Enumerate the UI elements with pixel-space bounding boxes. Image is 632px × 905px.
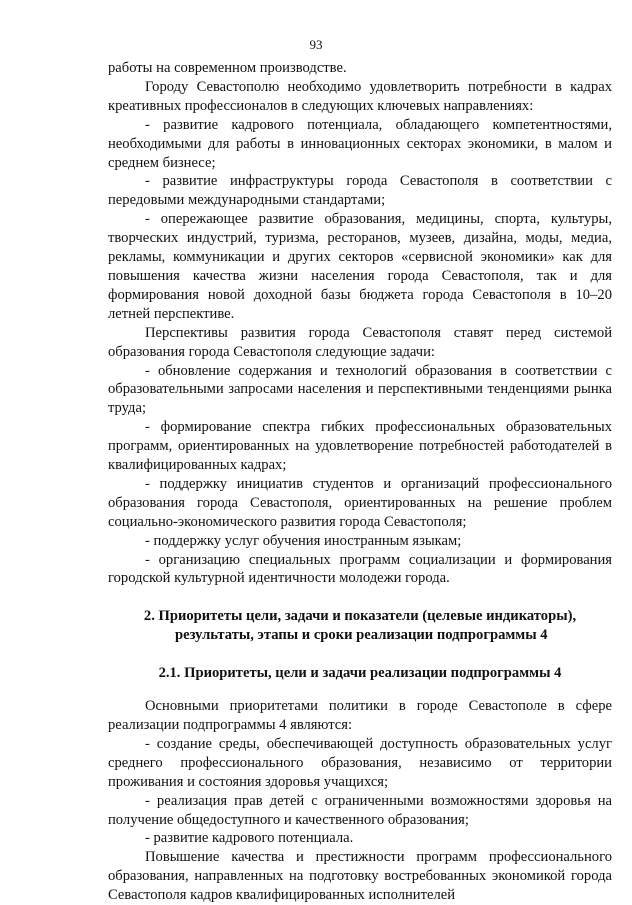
paragraph: Городу Севастополю необходимо удовлетворить потребности в кадрах креативных профессионалов в следующих ключевых направлениях: — [108, 78, 612, 114]
document-body — [108, 59, 612, 905]
paragraph: работы на современном производстве. — [108, 60, 347, 76]
list-item: - поддержку услуг обучения иностранным языкам; — [145, 532, 462, 549]
section-heading-2-line1: 2. Приоритеты цели, задачи и показатели (целевые индикаторы), — [143, 608, 577, 625]
list-item: - реализация прав детей с ограниченными возможностями здоровья на получение общедоступного и качественного образования; — [108, 792, 612, 828]
list-item: - поддержку инициатив студентов и организаций профессионального образования города Севастополя, ориентированных на решение проблем социально-экономического развития города Севастополя; — [108, 475, 612, 530]
paragraph: Основными приоритетами политики в городе Севастополе в сфере реализации подпрограммы 4 являются: — [108, 698, 612, 733]
section-heading-2 — [108, 607, 612, 645]
paragraph: Повышение качества и престижности программ профессионального образования, направленных на подготовку востребованных экономикой города Севастополя кадров квалифицированных исполнителей — [108, 849, 612, 904]
paragraph: Перспективы развития города Севастополя ставят перед системой образования города Севастополя следующие задачи: — [108, 324, 612, 360]
list-item: - формирование спектра гибких профессиональных образовательных программ, ориентированных на удовлетворение потребностей работодателей в квалифицированных кадрах; — [108, 419, 612, 474]
section-heading-2-1: 2.1. Приоритеты, цели и задачи реализации подпрограммы 4 — [158, 665, 562, 682]
list-item: - развитие инфраструктуры города Севастополя в соответствии с передовыми международными стандартами; — [108, 173, 612, 209]
list-item: - опережающее развитие образования, медицины, спорта, культуры, творческих индустрий, туризма, ресторанов, музеев, дизайна, моды, медиа, рекламы, коммуникации и других секторов «сервисной экономики» как для повышения качества жизни населения города Севастополя, так и для формирования новой доходной базы бюджета города Севастополя в 10–20 летней перспективе. — [108, 211, 612, 322]
page-number: 93 — [309, 37, 323, 52]
list-item: - развитие кадрового потенциала. — [145, 830, 354, 847]
list-item: - обновление содержания и технологий образования в соответствии с образовательными запросами населения и перспективными тенденциями рынка труда; — [108, 362, 612, 417]
section-heading-2-line2: результаты, этапы и сроки реализации подпрограммы 4 — [175, 627, 548, 644]
list-item: - развитие кадрового потенциала, обладающего компетентностями, необходимыми для работы в инновационных секторах экономики, в малом и среднем бизнесе; — [108, 116, 612, 171]
list-item: - организацию специальных программ социализации и формирования городской культурной идентичности молодежи города. — [108, 551, 612, 587]
list-item: - создание среды, обеспечивающей доступность образовательных услуг среднего профессионального образования, независимо от территории проживания и состояния здоровья учащихся; — [108, 735, 612, 790]
